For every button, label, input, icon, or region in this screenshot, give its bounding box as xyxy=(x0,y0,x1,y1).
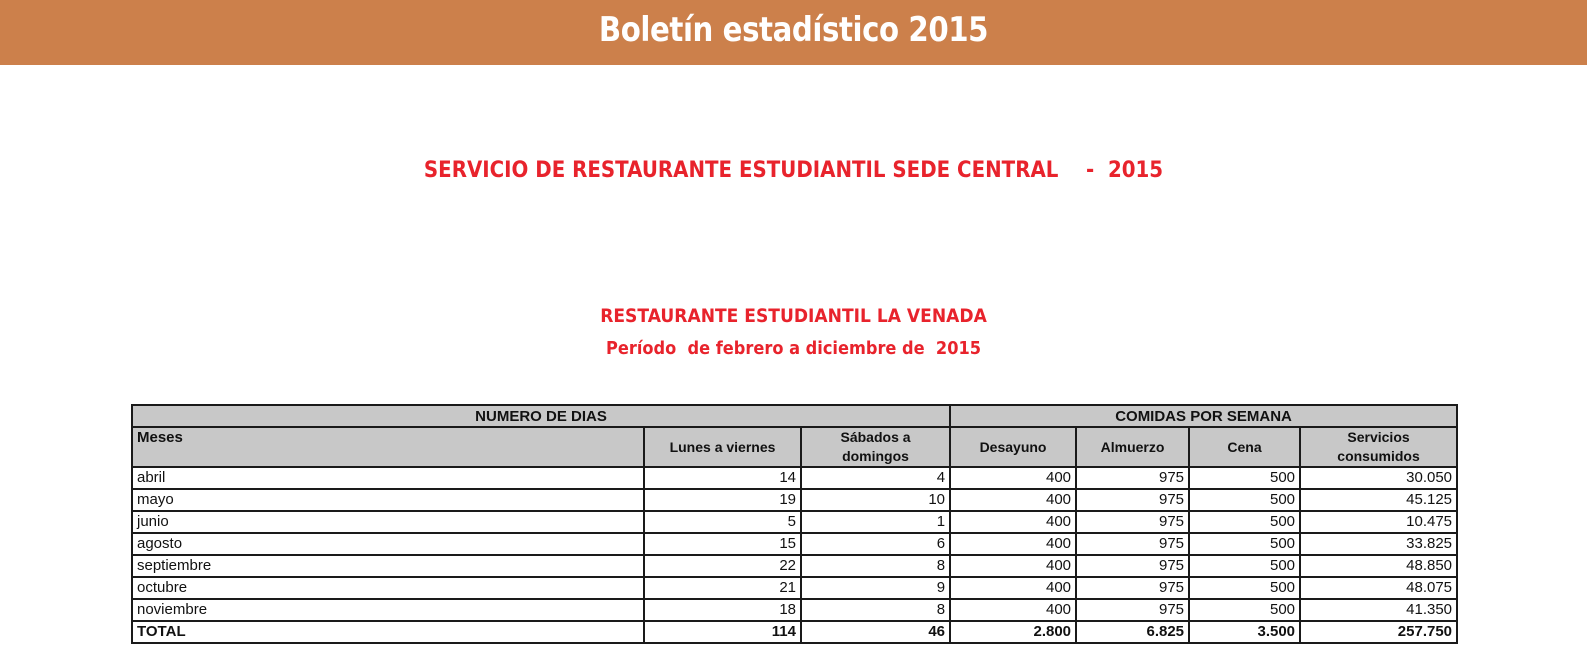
column-header-lunch: Almuerzo xyxy=(1076,427,1189,467)
weekends-cell: 9 xyxy=(801,577,950,599)
lunch-cell: 975 xyxy=(1076,599,1189,621)
weekends-cell: 46 xyxy=(801,621,950,643)
table-row xyxy=(132,599,1457,621)
dinner-cell: 500 xyxy=(1189,511,1300,533)
breakfast-cell: 400 xyxy=(950,467,1076,489)
lunch-cell: 975 xyxy=(1076,467,1189,489)
services-cell: 33.825 xyxy=(1300,533,1457,555)
table-row xyxy=(132,511,1457,533)
table-row xyxy=(132,467,1457,489)
dinner-cell: 500 xyxy=(1189,489,1300,511)
column-header-breakfast: Desayuno xyxy=(950,427,1076,467)
column-header-months: Meses xyxy=(132,427,644,467)
lunch-cell: 975 xyxy=(1076,577,1189,599)
lunch-cell: 975 xyxy=(1076,555,1189,577)
column-header-services: Servicios consumidos xyxy=(1300,427,1457,467)
services-cell: 41.350 xyxy=(1300,599,1457,621)
weekends-cell: 1 xyxy=(801,511,950,533)
column-header-weekends: Sábados a domingos xyxy=(801,427,950,467)
weekdays-cell: 5 xyxy=(644,511,801,533)
services-cell: 30.050 xyxy=(1300,467,1457,489)
weekdays-cell: 114 xyxy=(644,621,801,643)
month-cell: noviembre xyxy=(132,599,644,621)
services-cell: 45.125 xyxy=(1300,489,1457,511)
weekends-cell: 8 xyxy=(801,599,950,621)
weekends-cell: 4 xyxy=(801,467,950,489)
column-header-dinner: Cena xyxy=(1189,427,1300,467)
group-header-days: NUMERO DE DIAS xyxy=(132,405,950,427)
dinner-cell: 3.500 xyxy=(1189,621,1300,643)
weekdays-cell: 22 xyxy=(644,555,801,577)
group-header-meals: COMIDAS POR SEMANA xyxy=(950,405,1457,427)
lunch-cell: 975 xyxy=(1076,489,1189,511)
month-cell: agosto xyxy=(132,533,644,555)
month-cell: abril xyxy=(132,467,644,489)
weekdays-cell: 18 xyxy=(644,599,801,621)
services-cell: 10.475 xyxy=(1300,511,1457,533)
dinner-cell: 500 xyxy=(1189,599,1300,621)
breakfast-cell: 400 xyxy=(950,555,1076,577)
weekends-cell: 10 xyxy=(801,489,950,511)
period-subtitle: Período de febrero a diciembre de 2015 xyxy=(605,338,982,359)
dinner-cell: 500 xyxy=(1189,577,1300,599)
weekdays-cell: 14 xyxy=(644,467,801,489)
breakfast-cell: 400 xyxy=(950,489,1076,511)
weekdays-cell: 19 xyxy=(644,489,801,511)
lunch-cell: 975 xyxy=(1076,511,1189,533)
breakfast-cell: 400 xyxy=(950,533,1076,555)
column-header-weekdays: Lunes a viernes xyxy=(644,427,801,467)
month-cell: junio xyxy=(132,511,644,533)
weekdays-cell: 15 xyxy=(644,533,801,555)
lunch-cell: 975 xyxy=(1076,533,1189,555)
breakfast-cell: 2.800 xyxy=(950,621,1076,643)
month-cell: mayo xyxy=(132,489,644,511)
weekdays-cell: 21 xyxy=(644,577,801,599)
month-cell: TOTAL xyxy=(132,621,644,643)
breakfast-cell: 400 xyxy=(950,577,1076,599)
table-body xyxy=(132,467,1457,643)
dinner-cell: 500 xyxy=(1189,533,1300,555)
services-cell: 257.750 xyxy=(1300,621,1457,643)
dinner-cell: 500 xyxy=(1189,467,1300,489)
services-cell: 48.850 xyxy=(1300,555,1457,577)
table-row xyxy=(132,555,1457,577)
dinner-cell: 500 xyxy=(1189,555,1300,577)
table-row xyxy=(132,489,1457,511)
month-cell: septiembre xyxy=(132,555,644,577)
total-row xyxy=(132,621,1457,643)
table-row xyxy=(132,577,1457,599)
services-cell: 48.075 xyxy=(1300,577,1457,599)
weekends-cell: 6 xyxy=(801,533,950,555)
lunch-cell: 6.825 xyxy=(1076,621,1189,643)
main-title: SERVICIO DE RESTAURANTE ESTUDIANTIL SEDE CENTRAL - 2015 xyxy=(423,158,1164,183)
month-cell: octubre xyxy=(132,577,644,599)
restaurant-title: RESTAURANTE ESTUDIANTIL LA VENADA xyxy=(600,305,987,327)
bulletin-title: Boletín estadístico 2015 xyxy=(598,10,989,50)
breakfast-cell: 400 xyxy=(950,511,1076,533)
weekends-cell: 8 xyxy=(801,555,950,577)
breakfast-cell: 400 xyxy=(950,599,1076,621)
services-table xyxy=(131,404,1458,644)
table-row xyxy=(132,533,1457,555)
header-banner xyxy=(0,0,1587,65)
